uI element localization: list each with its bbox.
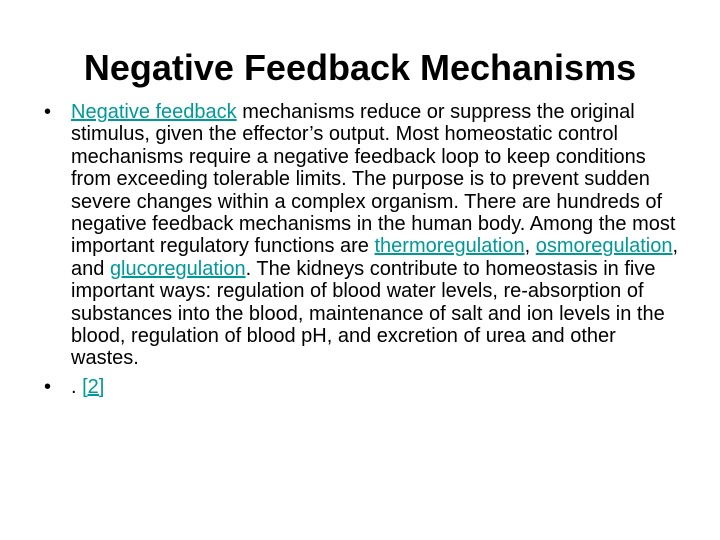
negative-feedback-link[interactable]: Negative feedback xyxy=(71,101,237,123)
paragraph-text-part: mechanisms reduce or suppress the original stimulus, given the effector’s output. Most homeostatic control mechanisms require a negative feedback loop to keep conditions from exceeding tolerable limits. The purpose is to prevent sudden severe changes within a complex organism. There are hundreds of negative feedback mechanisms in the human body. Among the most important regulatory functions are xyxy=(71,101,676,258)
bullet-icon: • xyxy=(44,375,52,398)
paragraph-text-part: . The kidneys contribute to homeostasis in five important ways: regulation of blood water levels, re-absorption of substances into the blood, maintenance of salt and ion levels in the blood, regulation of blood pH, and excretion of urea and other wastes. xyxy=(71,257,665,370)
bullet-icon: • xyxy=(44,101,52,123)
citation-prefix: . xyxy=(71,375,83,398)
separator-text: , and xyxy=(71,235,679,280)
list-item xyxy=(44,376,684,398)
citation-text xyxy=(71,376,104,398)
separator-text: , xyxy=(524,235,536,258)
paragraph-text xyxy=(71,101,678,369)
osmoregulation-link[interactable]: osmoregulation xyxy=(535,235,673,258)
slide-title: Negative Feedback Mechanisms xyxy=(83,47,637,88)
bullet-list xyxy=(44,101,684,404)
list-item xyxy=(44,101,684,370)
glucoregulation-link[interactable]: glucoregulation xyxy=(109,257,246,280)
thermoregulation-link[interactable]: thermoregulation xyxy=(374,235,525,258)
reference-link[interactable]: [2] xyxy=(82,375,105,398)
